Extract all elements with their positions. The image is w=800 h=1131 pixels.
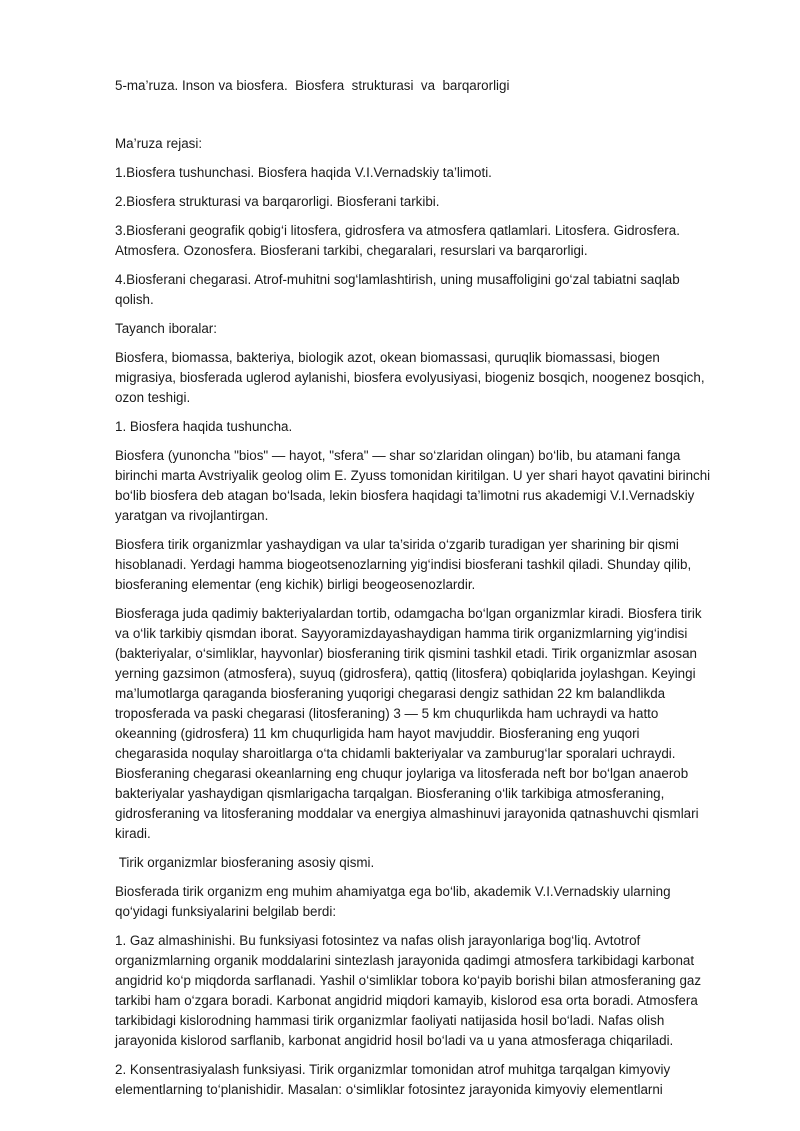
lecture-title: 5-ma’ruza. Inson va biosfera. Biosfera strukturasi va barqarorligi	[115, 78, 510, 93]
paragraph-concentration: 2. Konsentrasiyalash funksiyasi. Tirik organizmlar tomonidan atrof muhitga tarqalgan kimyoviy elementlarning to‘planishidir. Masalan: o‘simliklar fotosintez jarayonida kimyoviy elementlarni	[115, 1062, 671, 1097]
paragraph-biosfera-origin: Biosfera (yunoncha "bios" — hayot, "sfera" — shar so‘zlaridan olingan) bo‘lib, bu atamani fanga birinchi marta Avstriyalik geolog olim E. Zyuss tomonidan kiritilgan. U yer shari hayot qavatini birinchi bo‘lib biosfera deb atagan bo‘lsada, lekin biosfera haqidagi ta’limotni rus akademigi V.I.Vernadskiy yaratgan va rivojlantirgan.	[115, 448, 711, 523]
plan-item-4: 4.Biosferani chegarasi. Atrof-muhitni sog‘lamlashtirish, uning musaffoligini go‘zal tabiatni saqlab qolish.	[115, 272, 680, 307]
plan-item-3: 3.Biosferani geografik qobig‘i litosfera, gidrosfera va atmosfera qatlamlari. Litosfera. Gidrosfera. Atmosfera. Ozonosfera. Biosferani tarkibi, chegaralari, resurslari va barqarorligi.	[115, 223, 680, 258]
paragraph-vernadskiy-functions: Biosferada tirik organizm eng muhim ahamiyatga ega bo‘lib, akademik V.I.Vernadskiy ularning qo‘yidagi funksiyalarini belgilab berdi:	[115, 884, 671, 919]
paragraph-gas-exchange: 1. Gaz almashinishi. Bu funksiyasi fotosintez va nafas olish jarayonlariga bog‘liq. Avtotrof organizmlarning organik moddalarini sintezlash jarayonida qadimgi atmosfera tarkibidagi karbonat angidrid ko‘p miqdorda sarflanadi. Yashil o‘simliklar tobora ko‘payib borishi bilan atmosferaning gaz tarkibi ham o‘zgara boradi. Karbonat angidrid miqdori kamayib, kislorod esa orta boradi. Atmosfera tarkibidagi kislorodning hammasi tirik organizmlar faoliyati natijasida hosil bo‘ladi. Nafas olish jarayonida kislorod sarflanib, karbonat angidrid hosil bo‘ladi va u yana atmosferaga chiqariladi.	[115, 933, 702, 1048]
plan-heading: Ma’ruza rejasi:	[115, 136, 203, 151]
paragraph-biosfera-definition: Biosfera tirik organizmlar yashaydigan va ular ta’sirida o‘zgarib turadigan yer sharining bir qismi hisoblanadi. Yerdagi hamma biogeotsenozlarning yig‘indisi biosferani tashkil qiladi. Shunday qilib, biosferaning elementar (eng kichik) birligi beogeosenozlardir.	[115, 537, 692, 592]
plan-item-2: 2.Biosfera strukturasi va barqarorligi. Biosferani tarkibi.	[115, 194, 440, 209]
subheading-living-organisms: Tirik organizmlar biosferaning asosiy qismi.	[115, 855, 375, 870]
paragraph-biosfera-composition: Biosferaga juda qadimiy bakteriyalardan tortib, odamgacha bo‘lgan organizmlar kiradi. Biosfera tirik va o‘lik tarkibiy qismdan iborat. Sayyoramizdayashaydigan hamma tirik organizmlarning yig‘indisi (bakteriyalar, o‘simliklar, hayvonlar) biosferaning tirik qismini tashkil etadi. Tirik organizmlar asosan yerning gazsimon (atmosfera), suyuq (gidrosfera), qattiq (litosfera) qobiqlarida joylashgan. Keyingi ma’lumotlarga qaraganda biosferaning yuqorigi chegarasi dengiz sathidan 22 km balandlikda troposferada va paski chegarasi (litosferaning) 3 — 5 km chuqurlikda ham uchraydi va hatto okeanning (gidrosfera) 11 km chuqurligida ham hayot mavjuddir. Biosferaning eng yuqori chegarasida noqulay sharoitlarga o‘ta chidamli bakteriyalar va zamburug‘lar sporalari uchraydi. Biosferaning chegarasi okeanlarning eng chuqur joylariga va litosferada neft bor bo‘lgan anaerob bakteriyalar yashaydigan qismlarigacha tarqalgan. Biosferaning o‘lik tarkibiga atmosferaning, gidrosferaning va litosferaning moddalar va energiya almashinuvi jarayonida qatnashuvchi qismlari kiradi.	[115, 606, 702, 841]
plan-item-1: 1.Biosfera tushunchasi. Biosfera haqida V.I.Vernadskiy ta’limoti.	[115, 165, 492, 180]
keywords-paragraph: Biosfera, biomassa, bakteriya, biologik azot, okean biomassasi, quruqlik biomassasi, biogen migrasiya, biosferada uglerod aylanishi, biosfera evolyusiyasi, biogeniz bosqich, noogenez bosqich, ozon teshigi.	[115, 350, 705, 405]
section-1-heading: 1. Biosfera haqida tushuncha.	[115, 419, 293, 434]
keywords-heading: Tayanch iboralar:	[115, 321, 217, 336]
